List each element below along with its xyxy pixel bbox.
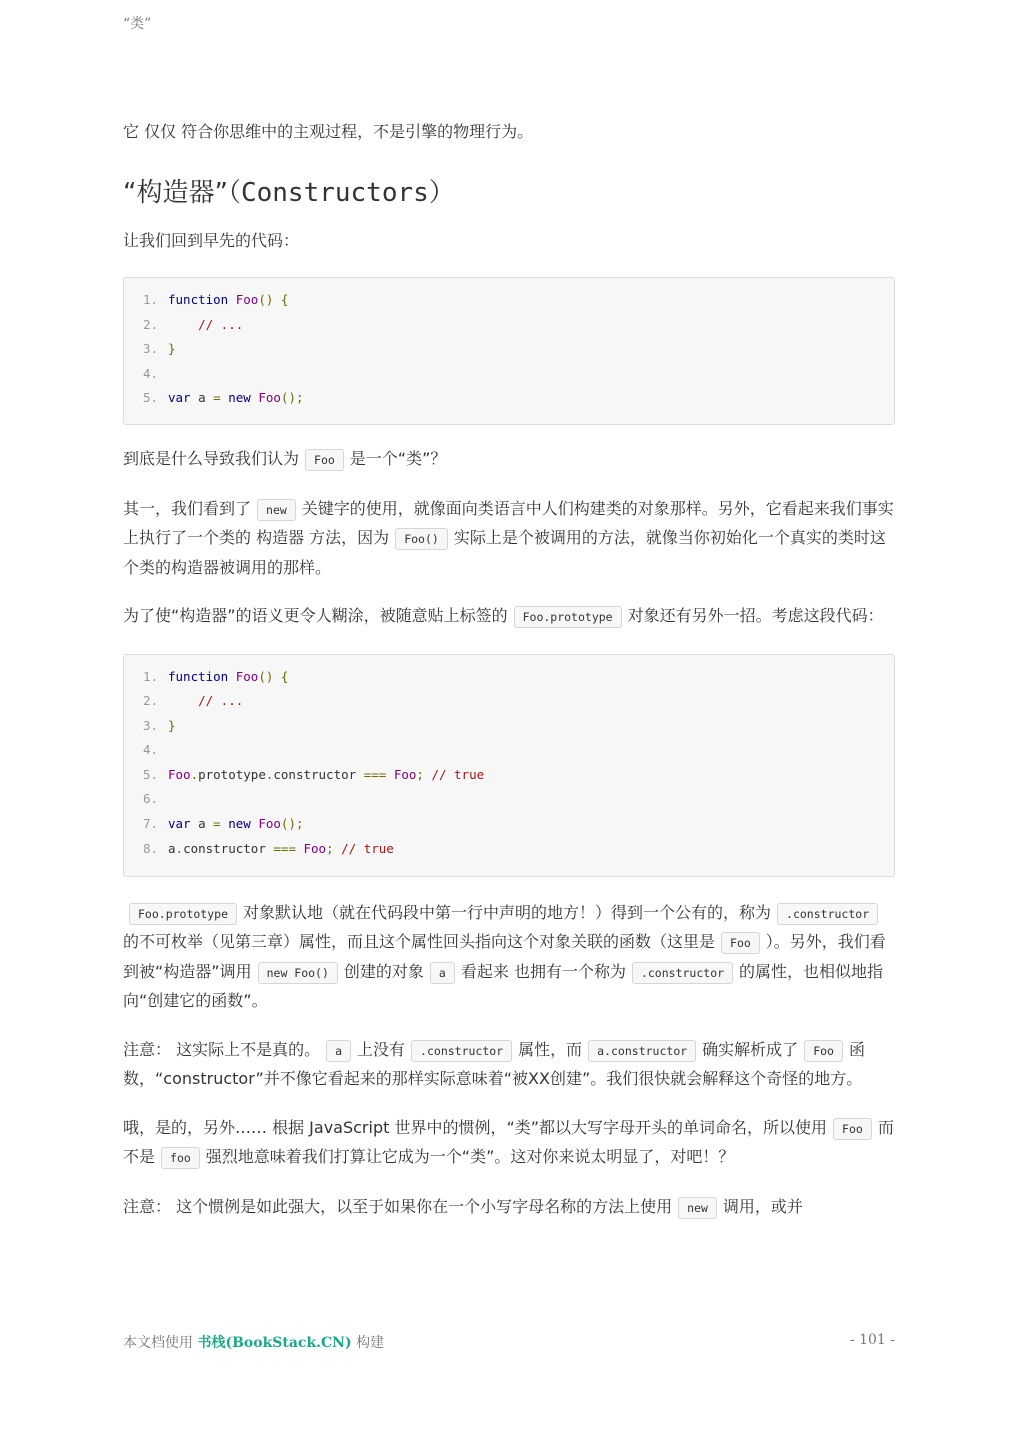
inline-code: .constructor: [632, 962, 733, 984]
code-line: 5. Foo.prototype.constructor === Foo; // true: [142, 766, 485, 782]
inline-code: a: [326, 1040, 351, 1062]
paragraph-6: Foo.prototype 对象默认地（就在代码段中第一行中声明的地方！）得到一个公有的，称为 .constructor的不可枚举（见第三章）属性，而且这个属性回头指向这个对象关联的函数（这里是 Foo ）。另外，我们看到被“构造器”调用 new Foo() 创建的对象 a 看起来 也拥有一个称为 .constructor 的属性，也相似地指向“创建它的函数”。: [123, 902, 886, 1010]
inline-code: new: [678, 1197, 717, 1219]
inline-code: Foo(): [395, 528, 448, 550]
main-content: [123, 118, 895, 1222]
paragraph-3: 到底是什么导致我们认为 Foo 是一个“类”？: [123, 445, 895, 475]
inline-code: Foo.prototype: [514, 606, 622, 628]
code-line: 7. var a = new Foo();: [142, 816, 304, 832]
paragraph-4: 其一，我们看到了 new 关键字的使用，就像面向类语言中人们构建类的对象那样。另外，它看起来我们事实上执行了一个类的 构造器 方法，因为 Foo() 实际上是个被调用的方法，就像当你初始化一个真实的类时这个类的构造器被调用的那样。: [123, 498, 894, 577]
paragraph-9-note: 注意： 这个惯例是如此强大，以至于如果你在一个小写字母名称的方法上使用 new 调用，或并: [123, 1193, 895, 1223]
section-heading: “构造器”（Constructors）: [123, 177, 455, 208]
inline-code: .constructor: [777, 903, 878, 925]
code-line: 3. }: [142, 717, 176, 733]
code-line: 5. var a = new Foo();: [142, 390, 304, 406]
code-line: 2. // ...: [142, 316, 244, 332]
code-line: 2. // ...: [142, 693, 244, 709]
inline-code: Foo.prototype: [129, 903, 237, 925]
inline-code: a.constructor: [588, 1040, 696, 1062]
footer-brand-link[interactable]: 书栈(BookStack.CN): [197, 1335, 352, 1351]
code-block-2: [123, 654, 895, 877]
inline-code: new Foo(): [258, 962, 338, 984]
footer-suffix: 构建: [356, 1335, 385, 1351]
inline-code: Foo: [833, 1118, 872, 1140]
page-number: - 101 -: [849, 1332, 895, 1348]
inline-code: foo: [161, 1147, 200, 1169]
inline-code: new: [257, 499, 296, 521]
paragraph-2: 让我们回到早先的代码：: [123, 230, 300, 250]
code-line: 8. a.constructor === Foo; // true: [142, 840, 394, 856]
running-header: “类”: [123, 16, 152, 32]
footer-prefix: 本文档使用: [123, 1335, 193, 1351]
code-block-1: [123, 277, 895, 425]
code-line: 4.: [142, 365, 158, 381]
code-line: 4.: [142, 742, 158, 758]
inline-code: Foo: [804, 1040, 843, 1062]
paragraph-5: 为了使“构造器”的语义更令人糊涂，被随意贴上标签的 Foo.prototype 对象还有另外一招。考虑这段代码：: [123, 602, 895, 632]
paragraph-8: 哦，是的，另外…… 根据 JavaScript 世界中的惯例，“类”都以大写字母开头的单词命名，所以使用 Foo 而不是 foo 强烈地意味着我们打算让它成为一个“类”。这对你来说太明显了，对吧！？: [123, 1114, 895, 1173]
paragraph-7-note: 注意： 这实际上不是真的。 a 上没有 .constructor 属性，而 a.constructor 确实解析成了 Foo 函数，“constructor”并不像它看起来的那样实际意味着“被XX创建”。我们很快就会解释这个奇怪的地方。: [123, 1039, 865, 1088]
code-line: 1. function Foo() {: [142, 292, 289, 307]
code-line: 1. function Foo() {: [142, 668, 289, 684]
paragraph-1: 它 仅仅 符合你思维中的主观过程，不是引擎的物理行为。: [123, 122, 534, 141]
inline-code: .constructor: [411, 1040, 512, 1062]
code-line: 6.: [142, 791, 158, 807]
page-footer: [123, 1332, 895, 1352]
inline-code: a: [430, 962, 455, 984]
inline-code: Foo: [721, 932, 760, 954]
inline-code: Foo: [305, 449, 344, 471]
code-line: 3. }: [142, 341, 176, 357]
